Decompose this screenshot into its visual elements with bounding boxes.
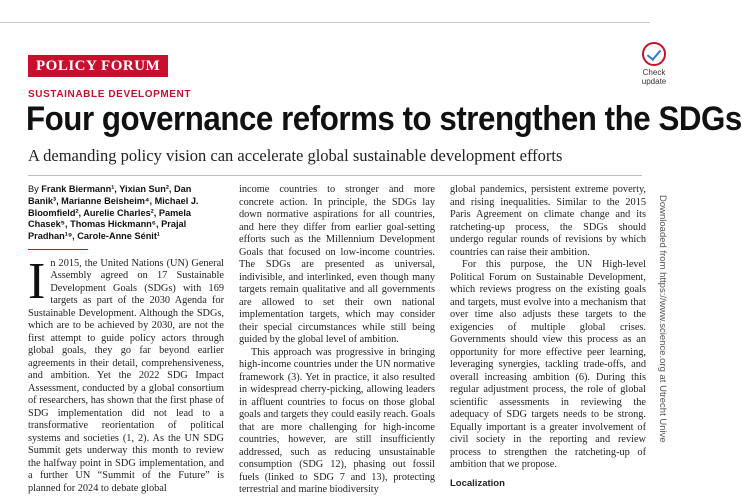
byline-rule xyxy=(28,249,88,250)
intro-text: n 2015, the United Nations (UN) General Assembly agreed on 17 Sustainable Development Goals (SDGs) with 169 targets as part of the 2030 Agenda for Sustainable Development. Although the SDGs, which are to be achieved by 2030, are not the first attempt to guide policy actors through global goals, they go far beyond earlier agreements in their detail, comprehensiveness, and ambition. Yet the 2022 SDG Impact Assessment, conducted by a global consortium of researchers, has shown that the first phase of SDG implementation did not lead to a transformative reorientation of political systems and societies (1, 2). As the UN SDG Summit gets underway this month to review the halfway point in SDG implementation, and a further UN “Summit of the Future” is planned for 2024 to debate global xyxy=(28,257,224,494)
intro-paragraph xyxy=(28,252,224,496)
paragraph: For this purpose, the UN High-level Political Forum on Sustainable Development, which reviews progress on the existing goals and targets, must evolve into a mechanism that over time also adjusts these targets to the exigencies of multiple global crises. Governments should view this process as an opportunity for more effective peer learning, leveraging synergies, tackling trade-offs, and overall increasing ambition (6). During this regular adjustment process, the role of global scientific assessments in reviewing the adequacy of SDG targets needs to be strong. Equally important is a greater involvement of civil society in the reporting and review process to strengthen the ratcheting-up of ambition that we propose. xyxy=(450,259,646,470)
check-updates-icon[interactable] xyxy=(642,42,666,66)
check-label-line2: update xyxy=(641,77,667,86)
paragraph: income countries to stronger and more concrete action. In principle, the SDGs lay down normative aspirations for all countries, and here they differ from earlier goal-setting efforts such as the Millennium Development Goals that focused on low-income countries. The SDGs are presented as universal, indivisible, and interlinked, even though many targets remain qualitative and all governments are allowed to set their own national implementation targets, which may consider their special circumstances while still being guided by the global level of ambition. xyxy=(239,184,435,345)
download-watermark: Downloaded from https://www.science.org at Utrecht Unive xyxy=(657,195,668,443)
paragraph: This approach was progressive in bringing high-income countries under the UN normative framework (3). Yet in practice, it also resulted in widespread cherry-picking, allowing leaders in affluent countries to focus on those global goals and targets they could easily reach. Goals that are more challenging for high-income countries, however, are still insufficiently addressed, such as reducing unsustainable consumption (SDG 12), phasing out fossil fuels (linked to SDG 7 and 13), protecting terrestrial and marine biodiversity xyxy=(239,346,435,495)
paragraph: global pandemics, persistent extreme poverty, and rising inequalities. Similar to the 2015 Paris Agreement on climate change and its ratcheting-up process, the SDGs should undergo regular rounds of revisions by which countries can raise their ambition. xyxy=(450,184,646,258)
check-label-line1: Check xyxy=(642,68,666,77)
column-2 xyxy=(239,184,435,497)
check-for-updates-widget[interactable] xyxy=(634,42,674,86)
column-1 xyxy=(28,184,224,495)
article-title: Four governance reforms to strengthen the SDGs xyxy=(26,100,742,138)
drop-cap: I xyxy=(28,252,46,310)
section-label: SUSTAINABLE DEVELOPMENT xyxy=(28,89,192,100)
byline xyxy=(28,184,224,243)
byline-by: By xyxy=(28,184,42,194)
header-divider xyxy=(28,175,642,176)
article-deck: A demanding policy vision can accelerate global sustainable development efforts xyxy=(28,146,563,165)
author-list: Frank Biermann¹, Yixian Sun², Dan Banik³, Marianne Beisheim⁴, Michael J. Bloomfield², Aurelie Charles², Pamela Chasek⁵, Thomas Hickmann⁶, Prajal Pradhan¹⁹, Carole-Anne Sénit¹ xyxy=(28,184,199,242)
section-subhead: Localization xyxy=(450,477,505,489)
column-3 xyxy=(450,184,646,490)
policy-forum-tag: POLICY FORUM xyxy=(28,55,168,77)
top-rule xyxy=(0,22,650,23)
